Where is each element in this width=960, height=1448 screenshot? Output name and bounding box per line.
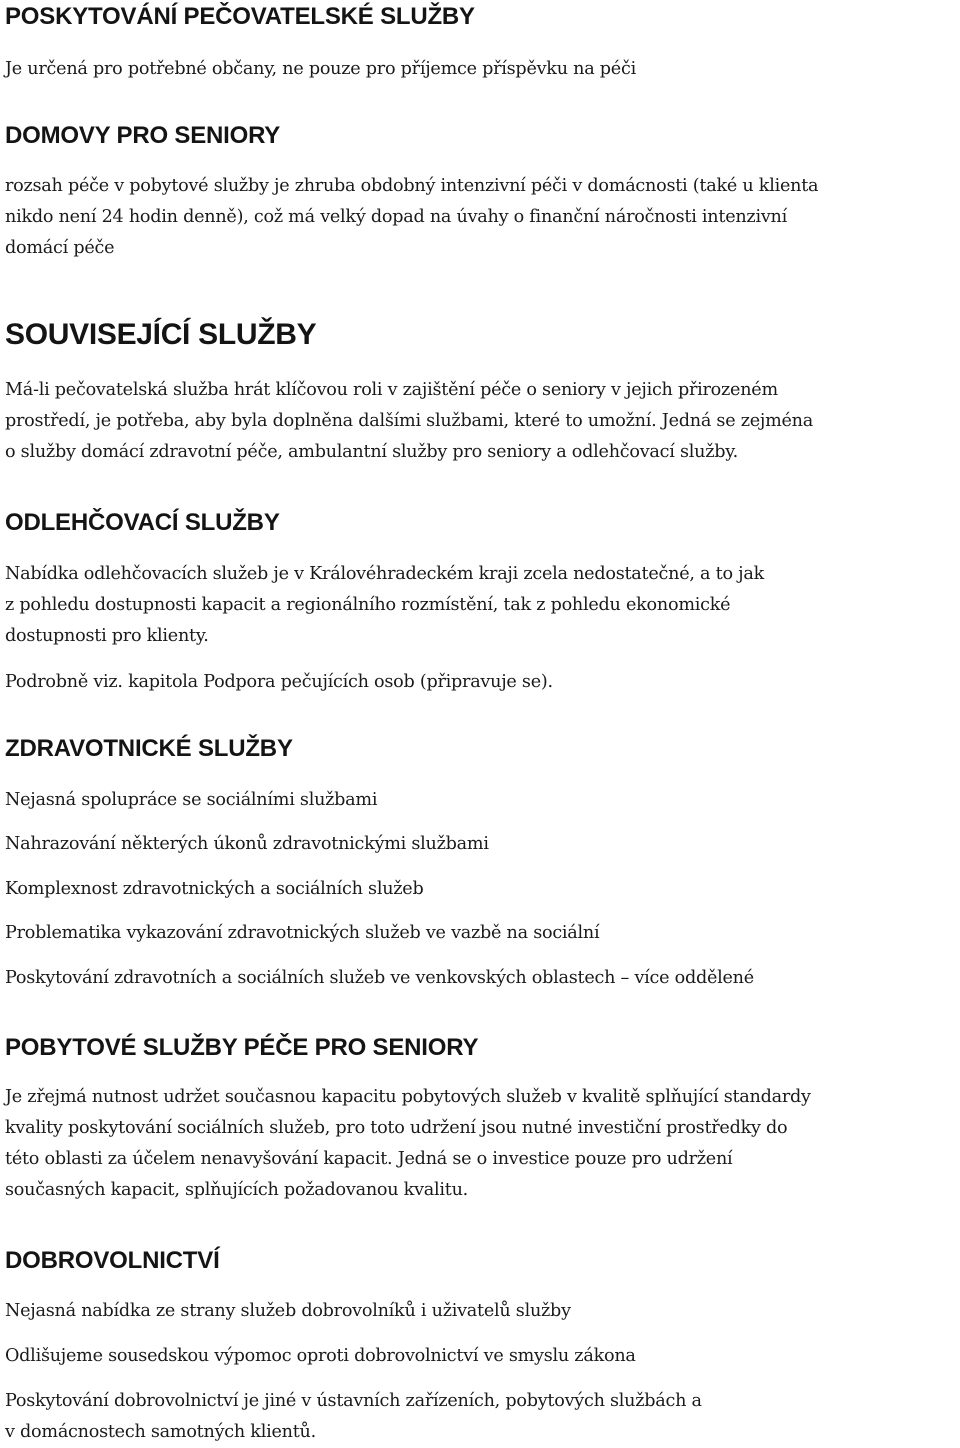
item-zdravotnicke-1 — [5, 785, 377, 816]
heading-domovy-pro-seniory: DOMOVY PRO SENIORY — [5, 122, 281, 149]
paragraph-pobytove — [5, 1082, 960, 1206]
paragraph-odlehcovaci-note — [5, 667, 553, 698]
item-zdravotnicke-5 — [5, 963, 754, 994]
heading-pecovatelska-sluzba: POSKYTOVÁNÍ PEČOVATELSKÉ SLUŽBY — [5, 3, 475, 30]
text-line: Má-li pečovatelská služba hrát klíčovou roli v zajištění péče o seniory v jejich přirozeném — [5, 380, 778, 400]
text-line: z pohledu dostupnosti kapacit a regionálního rozmístění, tak z pohledu ekonomické — [5, 595, 731, 615]
text-line: současných kapacit, splňujících požadovanou kvalitu. — [5, 1180, 469, 1200]
heading-souvisejici-sluzby: SOUVISEJÍCÍ SLUŽBY — [5, 318, 317, 351]
paragraph-domovy — [5, 171, 960, 264]
paragraph-souvisejici — [5, 375, 960, 468]
text-line: nikdo není 24 hodin denně), což má velký dopad na úvahy o finanční náročnosti intenzivní — [5, 207, 787, 227]
text-line: Nahrazování některých úkonů zdravotnickými službami — [5, 834, 489, 854]
item-zdravotnicke-3 — [5, 874, 423, 905]
text-line: Nejasná spolupráce se sociálními službami — [5, 790, 378, 810]
text-line: Je určená pro potřebné občany, ne pouze pro příjemce příspěvku na péči — [5, 59, 636, 79]
heading-odlehcovaci-sluzby: ODLEHČOVACÍ SLUŽBY — [5, 509, 280, 536]
text-line: Podrobně viz. kapitola Podpora pečujících osob (připravuje se). — [5, 672, 553, 692]
text-line: v domácnostech samotných klientů. — [5, 1422, 316, 1442]
paragraph-dobrovolnictvi — [5, 1386, 960, 1448]
paragraph-odlehcovaci — [5, 559, 960, 652]
heading-zdravotnicke-sluzby: ZDRAVOTNICKÉ SLUŽBY — [5, 735, 293, 762]
text-line: dostupnosti pro klienty. — [5, 626, 209, 646]
text-line: Poskytování dobrovolnictví je jiné v ústavních zařízeních, pobytových službách a — [5, 1391, 702, 1411]
text-line: Nabídka odlehčovacích služeb je v Královéhradeckém kraji zcela nedostatečné, a to jak — [5, 564, 764, 584]
text-line: Problematika vykazování zdravotnických služeb ve vazbě na sociální — [5, 923, 600, 943]
text-line: kvality poskytování sociálních služeb, pro toto udržení jsou nutné investiční prostředky do — [5, 1118, 788, 1138]
text-line: Odlišujeme sousedskou výpomoc oproti dobrovolnictví ve smyslu zákona — [5, 1346, 636, 1366]
item-dobrovolnictvi-1 — [5, 1296, 571, 1327]
text-line: Nejasná nabídka ze strany služeb dobrovolníků i uživatelů služby — [5, 1301, 571, 1321]
text-line: domácí péče — [5, 238, 115, 258]
text-line: prostředí, je potřeba, aby byla doplněna dalšími službami, které to umožní. Jedná se zejména — [5, 411, 813, 431]
item-dobrovolnictvi-2 — [5, 1341, 636, 1372]
paragraph-pecovatelska — [5, 54, 636, 85]
text-line: Poskytování zdravotních a sociálních služeb ve venkovských oblastech – více oddělené — [5, 968, 754, 988]
text-line: rozsah péče v pobytové služby je zhruba obdobný intenzivní péči v domácnosti (také u klienta — [5, 176, 819, 196]
text-line: této oblasti za účelem nenavyšování kapacit. Jedná se o investice pouze pro udržení — [5, 1149, 733, 1169]
text-line: o služby domácí zdravotní péče, ambulantní služby pro seniory a odlehčovací služby. — [5, 442, 738, 462]
heading-pobytove-sluzby: POBYTOVÉ SLUŽBY PÉČE PRO SENIORY — [5, 1034, 479, 1061]
text-line: Komplexnost zdravotnických a sociálních služeb — [5, 879, 424, 899]
item-zdravotnicke-4 — [5, 918, 599, 949]
heading-dobrovolnictvi: DOBROVOLNICTVÍ — [5, 1247, 220, 1274]
item-zdravotnicke-2 — [5, 829, 489, 860]
text-line: Je zřejmá nutnost udržet současnou kapacitu pobytových služeb v kvalitě splňující standardy — [5, 1087, 811, 1107]
